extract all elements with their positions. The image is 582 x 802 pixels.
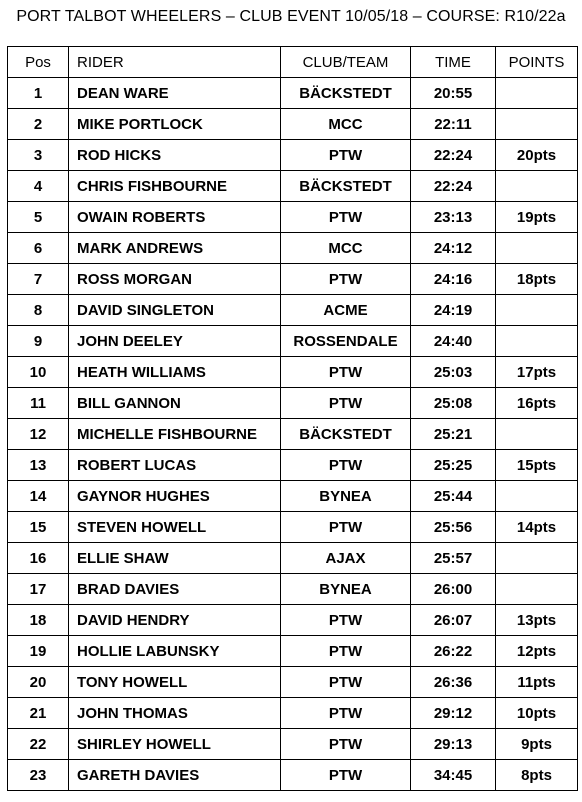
cell-pos: 23	[8, 760, 69, 791]
header-rider: RIDER	[69, 47, 281, 78]
cell-pos: 18	[8, 605, 69, 636]
cell-time: 26:07	[411, 605, 496, 636]
table-row	[8, 543, 578, 574]
cell-rider: MICHELLE FISHBOURNE	[69, 419, 281, 450]
cell-time: 29:12	[411, 698, 496, 729]
cell-time: 24:16	[411, 264, 496, 295]
cell-points	[496, 171, 578, 202]
cell-points: 10pts	[496, 698, 578, 729]
cell-time: 25:03	[411, 357, 496, 388]
cell-pos: 17	[8, 574, 69, 605]
cell-club: PTW	[281, 605, 411, 636]
cell-rider: HOLLIE LABUNSKY	[69, 636, 281, 667]
cell-rider: HEATH WILLIAMS	[69, 357, 281, 388]
cell-points: 17pts	[496, 357, 578, 388]
cell-club: PTW	[281, 729, 411, 760]
cell-rider: ROD HICKS	[69, 140, 281, 171]
cell-time: 25:21	[411, 419, 496, 450]
cell-time: 26:22	[411, 636, 496, 667]
table-row	[8, 729, 578, 760]
cell-time: 22:24	[411, 140, 496, 171]
table-row	[8, 140, 578, 171]
cell-rider: MIKE PORTLOCK	[69, 109, 281, 140]
cell-time: 22:11	[411, 109, 496, 140]
cell-points	[496, 326, 578, 357]
table-row	[8, 202, 578, 233]
cell-time: 24:40	[411, 326, 496, 357]
cell-club: BÄCKSTEDT	[281, 419, 411, 450]
cell-points: 19pts	[496, 202, 578, 233]
cell-rider: CHRIS FISHBOURNE	[69, 171, 281, 202]
cell-rider: BRAD DAVIES	[69, 574, 281, 605]
cell-pos: 3	[8, 140, 69, 171]
cell-pos: 12	[8, 419, 69, 450]
cell-rider: GARETH DAVIES	[69, 760, 281, 791]
cell-rider: GAYNOR HUGHES	[69, 481, 281, 512]
cell-points: 18pts	[496, 264, 578, 295]
cell-rider: BILL GANNON	[69, 388, 281, 419]
cell-rider: JOHN DEELEY	[69, 326, 281, 357]
cell-points	[496, 233, 578, 264]
cell-pos: 22	[8, 729, 69, 760]
cell-points: 9pts	[496, 729, 578, 760]
cell-rider: MARK ANDREWS	[69, 233, 281, 264]
header-club: CLUB/TEAM	[281, 47, 411, 78]
cell-rider: ROBERT LUCAS	[69, 450, 281, 481]
cell-rider: OWAIN ROBERTS	[69, 202, 281, 233]
cell-rider: TONY HOWELL	[69, 667, 281, 698]
cell-club: PTW	[281, 202, 411, 233]
cell-club: PTW	[281, 357, 411, 388]
cell-time: 25:56	[411, 512, 496, 543]
table-row	[8, 78, 578, 109]
page-title: PORT TALBOT WHEELERS – CLUB EVENT 10/05/18 – COURSE: R10/22a	[16, 8, 566, 25]
cell-time: 26:00	[411, 574, 496, 605]
cell-time: 26:36	[411, 667, 496, 698]
cell-time: 34:45	[411, 760, 496, 791]
results-body	[8, 78, 578, 791]
cell-points: 12pts	[496, 636, 578, 667]
cell-club: BYNEA	[281, 481, 411, 512]
cell-club: MCC	[281, 109, 411, 140]
table-row	[8, 574, 578, 605]
cell-club: BÄCKSTEDT	[281, 78, 411, 109]
table-row	[8, 419, 578, 450]
cell-points	[496, 419, 578, 450]
cell-rider: DAVID SINGLETON	[69, 295, 281, 326]
header-pos: Pos	[8, 47, 69, 78]
cell-points: 20pts	[496, 140, 578, 171]
table-row	[8, 512, 578, 543]
cell-club: BYNEA	[281, 574, 411, 605]
cell-club: PTW	[281, 264, 411, 295]
cell-pos: 15	[8, 512, 69, 543]
cell-points: 15pts	[496, 450, 578, 481]
cell-rider: JOHN THOMAS	[69, 698, 281, 729]
cell-points: 16pts	[496, 388, 578, 419]
cell-points	[496, 574, 578, 605]
cell-pos: 10	[8, 357, 69, 388]
cell-rider: ELLIE SHAW	[69, 543, 281, 574]
cell-pos: 20	[8, 667, 69, 698]
cell-points: 11pts	[496, 667, 578, 698]
cell-pos: 14	[8, 481, 69, 512]
cell-pos: 21	[8, 698, 69, 729]
cell-time: 25:57	[411, 543, 496, 574]
cell-time: 23:13	[411, 202, 496, 233]
cell-points: 13pts	[496, 605, 578, 636]
cell-pos: 16	[8, 543, 69, 574]
table-row	[8, 295, 578, 326]
cell-pos: 6	[8, 233, 69, 264]
cell-time: 22:24	[411, 171, 496, 202]
cell-rider: SHIRLEY HOWELL	[69, 729, 281, 760]
cell-club: PTW	[281, 698, 411, 729]
table-row	[8, 264, 578, 295]
cell-points: 14pts	[496, 512, 578, 543]
results-table	[7, 46, 578, 791]
cell-club: MCC	[281, 233, 411, 264]
cell-time: 25:25	[411, 450, 496, 481]
cell-club: PTW	[281, 636, 411, 667]
cell-pos: 2	[8, 109, 69, 140]
table-row	[8, 636, 578, 667]
cell-pos: 7	[8, 264, 69, 295]
cell-time: 20:55	[411, 78, 496, 109]
cell-club: PTW	[281, 760, 411, 791]
cell-time: 29:13	[411, 729, 496, 760]
table-row	[8, 605, 578, 636]
cell-club: PTW	[281, 388, 411, 419]
table-row	[8, 450, 578, 481]
cell-rider: DAVID HENDRY	[69, 605, 281, 636]
cell-club: ACME	[281, 295, 411, 326]
header-time: TIME	[411, 47, 496, 78]
cell-time: 25:44	[411, 481, 496, 512]
cell-pos: 19	[8, 636, 69, 667]
cell-time: 24:19	[411, 295, 496, 326]
cell-rider: ROSS MORGAN	[69, 264, 281, 295]
cell-rider: DEAN WARE	[69, 78, 281, 109]
cell-points	[496, 78, 578, 109]
cell-pos: 1	[8, 78, 69, 109]
cell-pos: 8	[8, 295, 69, 326]
table-row	[8, 357, 578, 388]
cell-pos: 11	[8, 388, 69, 419]
cell-points	[496, 109, 578, 140]
table-row	[8, 109, 578, 140]
cell-club: BÄCKSTEDT	[281, 171, 411, 202]
table-row	[8, 233, 578, 264]
cell-club: PTW	[281, 667, 411, 698]
cell-club: PTW	[281, 512, 411, 543]
cell-points	[496, 295, 578, 326]
cell-club: PTW	[281, 450, 411, 481]
table-row	[8, 667, 578, 698]
cell-points	[496, 481, 578, 512]
table-row	[8, 698, 578, 729]
cell-rider: STEVEN HOWELL	[69, 512, 281, 543]
header-points: POINTS	[496, 47, 578, 78]
cell-club: AJAX	[281, 543, 411, 574]
header-row	[8, 47, 578, 78]
cell-club: ROSSENDALE	[281, 326, 411, 357]
cell-time: 25:08	[411, 388, 496, 419]
cell-club: PTW	[281, 140, 411, 171]
cell-points: 8pts	[496, 760, 578, 791]
table-row	[8, 760, 578, 791]
table-row	[8, 388, 578, 419]
table-row	[8, 481, 578, 512]
cell-points	[496, 543, 578, 574]
cell-pos: 9	[8, 326, 69, 357]
cell-pos: 13	[8, 450, 69, 481]
table-row	[8, 326, 578, 357]
cell-time: 24:12	[411, 233, 496, 264]
table-row	[8, 171, 578, 202]
cell-pos: 5	[8, 202, 69, 233]
cell-pos: 4	[8, 171, 69, 202]
